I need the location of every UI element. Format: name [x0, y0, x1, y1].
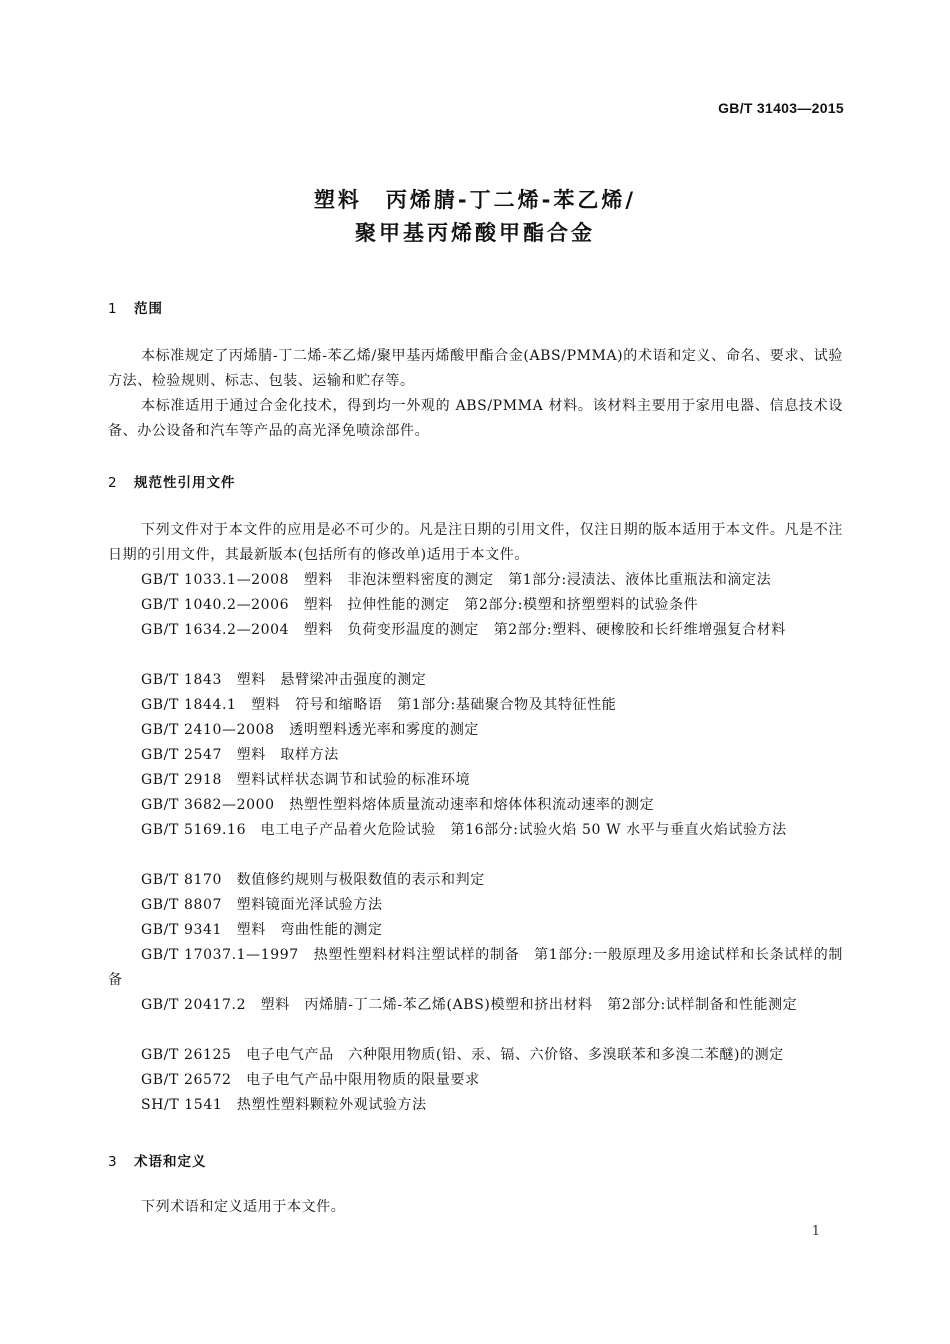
reference-item: GB/T 2918 塑料试样状态调节和试验的标准环境 [141, 772, 471, 788]
reference-item: GB/T 2410—2008 透明塑料透光率和雾度的测定 [141, 722, 480, 738]
section-3-heading [108, 1150, 207, 1170]
reference-item: GB/T 1634.2—2004 塑料 负荷变形温度的测定 第2部分:塑料、硬橡胶和长纤维增强复合材料 [141, 622, 786, 638]
scope-paragraph-2: 本标准适用于通过合金化技术，得到均一外观的 ABS/PMMA 材料。该材料主要用于家用电器、信息技术设备、办公设备和汽车等产品的高光泽免喷涂部件。 [108, 398, 843, 439]
section-2-heading [108, 471, 236, 491]
reference-item: GB/T 5169.16 电工电子产品着火危险试验 第16部分:试验火焰 50 W 水平与垂直火焰试验方法 [141, 822, 787, 838]
terms-paragraph: 下列术语和定义适用于本文件。 [141, 1199, 346, 1215]
reference-item: GB/T 26572 电子电气产品中限用物质的限量要求 [141, 1072, 480, 1088]
reference-item: GB/T 26125 电子电气产品 六种限用物质(铅、汞、镉、六价铬、多溴联苯和多溴二苯醚)的测定 [141, 1047, 784, 1063]
section-number: 1 [108, 301, 118, 317]
reference-item: GB/T 8807 塑料镜面光泽试验方法 [141, 897, 383, 913]
reference-item: GB/T 20417.2 塑料 丙烯腈-丁二烯-苯乙烯(ABS)模塑和挤出材料 第2部分:试样制备和性能测定 [141, 997, 798, 1013]
standard-code: GB/T 31403—2015 [718, 100, 844, 116]
reference-item: GB/T 9341 塑料 弯曲性能的测定 [141, 922, 383, 938]
reference-item: SH/T 1541 热塑性塑料颗粒外观试验方法 [141, 1097, 427, 1113]
reference-item: GB/T 17037.1—1997 热塑性塑料材料注塑试样的制备 第1部分:一般原理及多用途试样和长条试样的制备 [108, 947, 843, 988]
reference-item: GB/T 8170 数值修约规则与极限数值的表示和判定 [141, 872, 485, 888]
section-1-heading [108, 297, 163, 317]
reference-item: GB/T 1040.2—2006 塑料 拉伸性能的测定 第2部分:模塑和挤塑塑料的试验条件 [141, 597, 699, 613]
reference-item: GB/T 1844.1 塑料 符号和缩略语 第1部分:基础聚合物及其特征性能 [141, 697, 617, 713]
section-title: 规范性引用文件 [134, 475, 236, 491]
section-number: 3 [108, 1154, 118, 1170]
section-title: 术语和定义 [134, 1154, 207, 1170]
section-number: 2 [108, 475, 118, 491]
references-intro: 下列文件对于本文件的应用是必不可少的。凡是注日期的引用文件，仅注日期的版本适用于本文件。凡是不注日期的引用文件，其最新版本(包括所有的修改单)适用于本文件。 [108, 522, 843, 563]
reference-item: GB/T 3682—2000 热塑性塑料熔体质量流动速率和熔体体积流动速率的测定 [141, 797, 655, 813]
reference-item: GB/T 1843 塑料 悬臂梁冲击强度的测定 [141, 672, 427, 688]
document-title-line-2: 聚甲基丙烯酸甲酯合金 [355, 221, 595, 245]
page-number: 1 [811, 1224, 820, 1239]
section-title: 范围 [134, 301, 163, 317]
scope-paragraph-1: 本标准规定了丙烯腈-丁二烯-苯乙烯/聚甲基丙烯酸甲酯合金(ABS/PMMA)的术语和定义、命名、要求、试验方法、检验规则、标志、包装、运输和贮存等。 [108, 348, 843, 389]
document-title-line-1: 塑料 丙烯腈-丁二烯-苯乙烯/ [313, 188, 637, 212]
reference-item: GB/T 2547 塑料 取样方法 [141, 747, 339, 763]
reference-item: GB/T 1033.1—2008 塑料 非泡沫塑料密度的测定 第1部分:浸渍法、液体比重瓶法和滴定法 [141, 572, 772, 588]
